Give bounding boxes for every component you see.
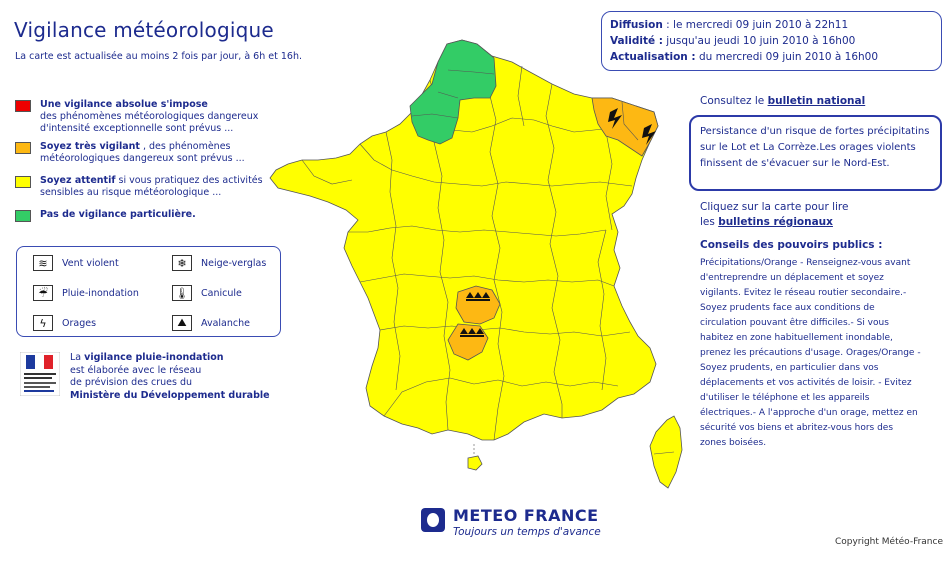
pict-snow-label: Neige-verglas xyxy=(201,257,267,269)
validite-value: jusqu'au jeudi 10 juin 2010 à 16h00 xyxy=(662,35,856,47)
orange-region-correze[interactable] xyxy=(456,286,500,324)
pict-snow xyxy=(172,255,266,271)
vigicrues-line1-bold[interactable]: vigilance pluie-inondation xyxy=(84,352,224,363)
logo-name: METEO FRANCE xyxy=(453,506,599,525)
yellow-swatch xyxy=(15,176,31,188)
bulletin-info-box xyxy=(601,11,942,71)
diffusion-label: Diffusion xyxy=(610,19,663,31)
validite-label: Validité : xyxy=(610,35,663,47)
meteo-france-logo-icon xyxy=(421,508,445,532)
vigicrues-ministry-link[interactable]: Ministère du Développement durable xyxy=(70,389,270,401)
green-swatch xyxy=(15,210,31,222)
legend-red-label: Une vigilance absolue s'impose xyxy=(40,99,208,110)
vigicrues-line3: de prévision des crues du xyxy=(70,377,193,388)
regional-bulletins-link[interactable]: bulletins régionaux xyxy=(718,216,833,228)
heatwave-icon: 🌡 xyxy=(172,285,192,301)
vigicrues-text xyxy=(70,352,280,402)
diffusion-value: : le mercredi 09 juin 2010 à 22h11 xyxy=(662,19,849,31)
actualisation-value: du mercredi 09 juin 2010 à 16h00 xyxy=(695,51,879,63)
pict-storm-label: Orages xyxy=(62,317,97,329)
corsica[interactable] xyxy=(650,416,682,488)
copyright: Copyright Météo-France xyxy=(834,537,943,547)
regional-line1: Cliquez sur la carte pour lire xyxy=(700,201,849,213)
legend-green-label: Pas de vigilance particulière. xyxy=(40,209,196,220)
pict-storm xyxy=(33,315,96,331)
legend-orange-text: , des phénomènes météorologiques dangereux sont prévus ... xyxy=(40,141,245,164)
legend-yellow-label: Soyez attentif xyxy=(40,175,116,186)
france-vigilance-map[interactable] xyxy=(262,36,697,506)
logo-tagline: Toujours un temps d'avance xyxy=(453,526,601,538)
pict-avalanche-label: Avalanche xyxy=(201,317,250,329)
pict-wind xyxy=(33,255,119,271)
paris-inset[interactable] xyxy=(468,456,482,470)
ministry-logo[interactable] xyxy=(20,352,60,396)
rain-flood-icon: ☔ xyxy=(33,285,53,301)
pict-wind-label: Vent violent xyxy=(62,257,119,269)
regional-line2-pre: les xyxy=(700,216,719,228)
pictogram-legend xyxy=(16,246,281,337)
actualisation-label: Actualisation : xyxy=(610,51,696,63)
conseils-title: Conseils des pouvoirs publics : xyxy=(700,239,883,251)
vigicrues-line1-pre: La xyxy=(70,352,85,363)
page-title: Vigilance météorologique xyxy=(14,18,274,42)
validite-row xyxy=(610,33,941,49)
conseils-text: Précipitations/Orange - Renseignez-vous avant d'entreprendre un déplacement et soyez vigilants. Evitez le réseau routier secondaire.- Soyez prudents face aux conditions de circulation pouvant être difficiles.- Si vous habitez en zone habituellement inondable, prenez les précautions d'usage. Orages/Orange - Soyez prudents, en particulier dans vos déplacements et vos activités de loisir. - Evitez d'utiliser le téléphone et les appareils électriques.- A l'approche d'un orage, mettez en sécurité vos biens et abritez-vous hors des zones boisées. xyxy=(700,258,921,448)
legend-orange-label: Soyez très vigilant xyxy=(40,141,140,152)
pict-rain-label: Pluie-inondation xyxy=(62,287,139,299)
pict-heat xyxy=(172,285,242,301)
legend-red-detail: des phénomènes météorologiques dangereux d'intensité exceptionnelle sont prévus ... xyxy=(40,111,259,134)
national-bulletin-line xyxy=(700,95,865,107)
red-swatch xyxy=(15,100,31,112)
national-bulletin-pre: Consultez le xyxy=(700,95,768,107)
pict-avalanche xyxy=(172,315,250,331)
diffusion-row xyxy=(610,17,941,33)
legend-yellow-text: si vous pratiquez des activités sensibles au risque météorologique ... xyxy=(40,175,263,198)
pict-heat-label: Canicule xyxy=(201,287,242,299)
snow-ice-icon: ❄ xyxy=(172,255,192,271)
vigicrues-line2: est élaborée avec le réseau xyxy=(70,364,202,376)
regional-bulletins xyxy=(700,200,848,230)
national-bulletin-link[interactable]: bulletin national xyxy=(767,95,866,107)
page-subtitle: La carte est actualisée au moins 2 fois par jour, à 6h et 16h. xyxy=(15,51,302,62)
meteo-france-logo[interactable] xyxy=(421,506,601,538)
wind-icon: ≋ xyxy=(33,255,53,271)
pict-rain xyxy=(33,285,139,301)
thunderstorm-icon: ϟ xyxy=(33,315,53,331)
avalanche-icon: ⛰ xyxy=(172,315,192,331)
actualisation-row xyxy=(610,49,941,65)
orange-swatch xyxy=(15,142,31,154)
forecast-message: Persistance d'un risque de fortes précipitatins sur le Lot et La Corrèze.Les orages violents finissent de s'évacuer sur le Nord-Est. xyxy=(689,115,942,191)
